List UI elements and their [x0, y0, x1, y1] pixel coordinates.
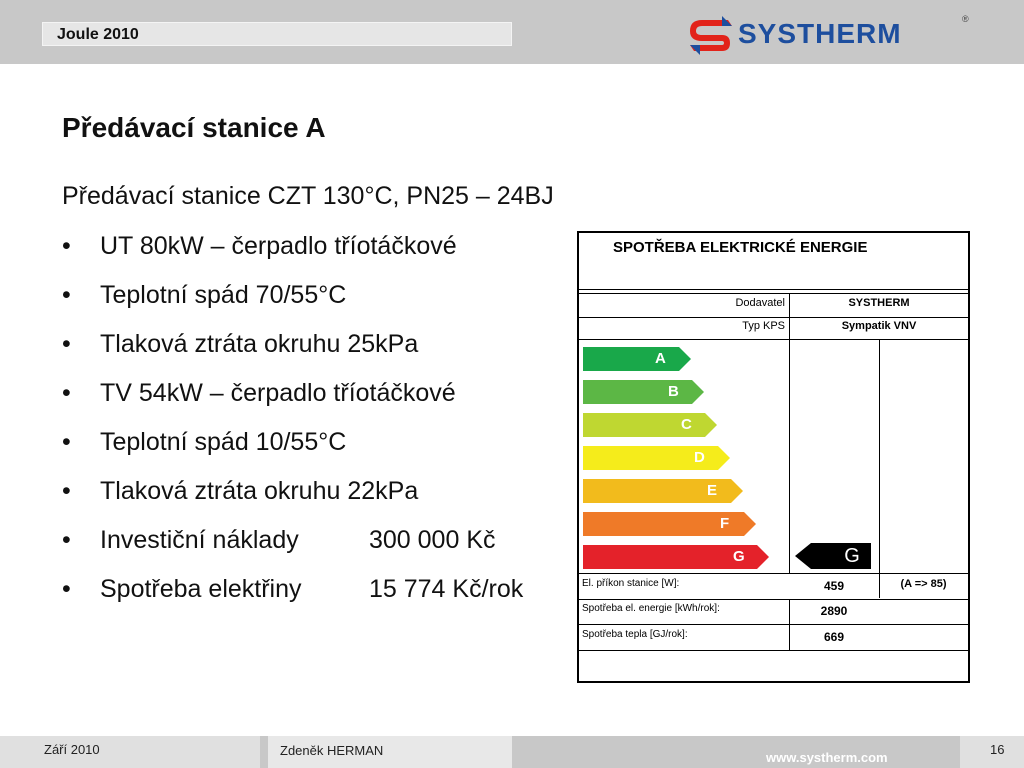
data-row-note: (A => 85) [900, 578, 947, 590]
slide-title: Předávací stanice A [62, 112, 326, 143]
bullet-dot: • [62, 526, 71, 554]
rating-letter: G [833, 543, 871, 569]
bullet-text: Investiční náklady [100, 526, 299, 554]
bullet-text: Tlaková ztráta okruhu 25kPa [100, 330, 419, 358]
energy-class-letter: B [668, 383, 679, 400]
energy-class-d [583, 446, 730, 470]
energy-class-letter: E [707, 482, 718, 499]
footer-website[interactable]: www.systherm.com [766, 750, 888, 765]
logo-text: SYSTHERM [738, 18, 902, 49]
energy-class-c [583, 413, 717, 437]
data-row-key: Spotřeba el. energie [kWh/rok]: [582, 603, 720, 614]
bullet-dot: • [62, 232, 71, 260]
energy-class-a [583, 347, 691, 371]
footer-page-box [960, 736, 1024, 768]
type-row [579, 317, 968, 340]
footer-author-box [268, 736, 512, 768]
column-divider [879, 339, 880, 573]
footer-date-box [0, 736, 260, 768]
data-row-key: Spotřeba tepla [GJ/rok]: [582, 629, 688, 640]
page-number: 16 [990, 742, 1005, 757]
energy-class-letter: C [681, 416, 692, 433]
bullet-dot: • [62, 575, 71, 603]
slide-lead: Předávací stanice CZT 130°C, PN25 – 24BJ [62, 182, 554, 210]
bullet-dot: • [62, 379, 71, 407]
bullet-text: UT 80kW – čerpadlo tříotáčkové [100, 232, 457, 260]
bullet-dot: • [62, 281, 71, 309]
bullet-text: Teplotní spád 10/55°C [100, 428, 347, 456]
column-divider [789, 293, 790, 573]
type-key: Typ KPS [742, 320, 785, 332]
data-row-value: 669 [823, 630, 845, 644]
data-row-value: 2890 [820, 604, 848, 618]
bullet-dot: • [62, 477, 71, 505]
energy-class-letter: D [694, 449, 705, 466]
supplier-key: Dodavatel [735, 297, 785, 309]
energy-label [577, 231, 970, 683]
data-row-key: El. příkon stanice [W]: [582, 578, 680, 589]
type-value: Sympatik VNV [841, 320, 917, 332]
bullet-text: Teplotní spád 70/55°C [100, 281, 347, 309]
energy-label-heading-box [579, 233, 968, 290]
energy-class-letter: A [655, 350, 666, 367]
bullet-value: 15 774 Kč/rok [369, 575, 524, 603]
energy-label-heading: SPOTŘEBA ELEKTRICKÉ ENERGIE [613, 239, 868, 256]
header-bar [0, 0, 1024, 64]
energy-class-letter: G [733, 548, 745, 565]
systherm-logo [690, 14, 970, 56]
bullet-dot: • [62, 330, 71, 358]
supplier-row [579, 293, 968, 318]
footer-author: Zdeněk HERMAN [280, 743, 384, 758]
data-row [579, 573, 968, 600]
bullet-value: 300 000 Kč [369, 526, 496, 554]
footer-date: Září 2010 [44, 742, 100, 757]
header-tab-label: Joule 2010 [57, 26, 139, 43]
supplier-value: SYSTHERM [848, 297, 910, 309]
footer-bar [0, 736, 1024, 768]
rating-arrow-icon [795, 543, 835, 569]
bullet-dot: • [62, 428, 71, 456]
energy-class-e [583, 479, 743, 503]
systherm-s-icon [690, 16, 734, 56]
column-divider [789, 599, 790, 651]
header-tab [42, 22, 512, 46]
bullet-text: TV 54kW – čerpadlo tříotáčkové [100, 379, 456, 407]
energy-class-b [583, 380, 704, 404]
energy-class-g [583, 545, 769, 569]
bullet-text: Spotřeba elektřiny [100, 575, 302, 603]
energy-class-letter: F [720, 515, 730, 532]
data-row [579, 625, 968, 651]
data-row-value: 459 [823, 579, 845, 593]
rating-marker [795, 543, 871, 569]
bullet-text: Tlaková ztráta okruhu 22kPa [100, 477, 419, 505]
data-row [579, 599, 968, 625]
logo-registered-mark: ® [962, 14, 969, 24]
energy-class-f [583, 512, 756, 536]
